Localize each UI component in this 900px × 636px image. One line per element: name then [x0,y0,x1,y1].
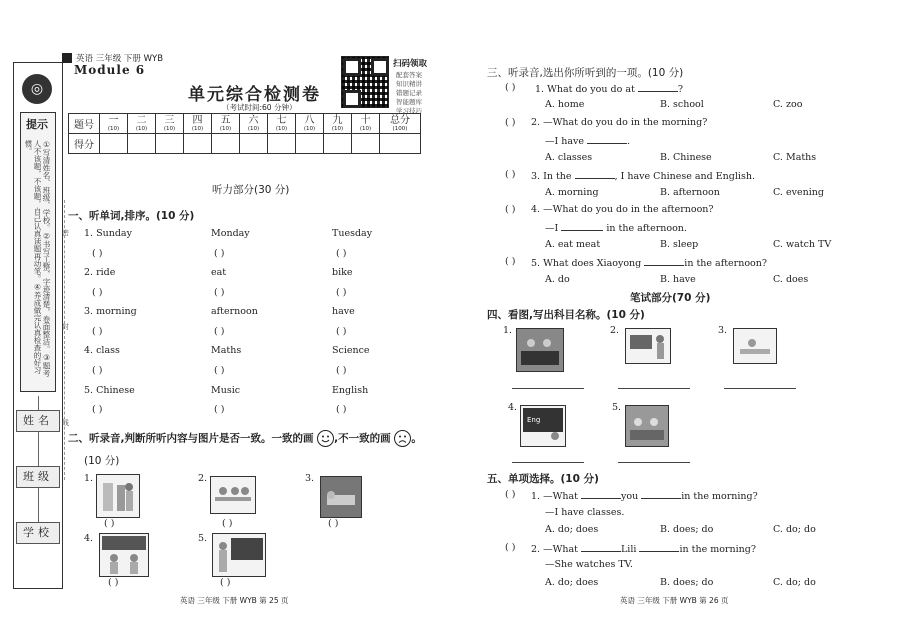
divider [38,432,39,466]
score-col: 五 (10) [212,114,240,134]
fill-blank[interactable] [639,542,679,552]
school-field-label: 学校 [16,522,60,544]
scan-item: 配套答案 [396,71,422,79]
answer-line[interactable] [512,388,584,389]
answer-paren[interactable]: ( ) [505,489,516,500]
section-5-title: 五、单项选择。(10 分) [487,473,599,485]
option[interactable]: B. Chinese [660,152,712,163]
answer-blank[interactable]: ( ) [336,287,347,298]
option[interactable]: A. do [545,274,570,285]
qr-finder [343,58,361,76]
answer-blank[interactable]: ( ) [336,248,347,259]
word: bike [332,267,353,278]
page-footer: 英语 三年级 下册 WYB 第 25 页 [180,596,289,605]
answer-blank[interactable]: ( ) [214,287,225,298]
score-header-row [69,114,421,134]
answer-blank[interactable]: ( ) [92,287,103,298]
answer-blank[interactable]: ( ) [336,326,347,337]
fill-blank[interactable] [575,169,615,179]
score-col: 九 (10) [324,114,352,134]
logo-icon: ◎ [22,74,52,104]
scan-item: 学习技巧 [396,107,422,115]
item-number: 2. [610,325,620,336]
score-col: 二 (10) [128,114,156,134]
score-cell[interactable] [352,134,380,154]
fill-blank[interactable] [561,221,603,231]
score-col: 总分 (100) [380,114,421,134]
answer-blank[interactable]: ( ) [92,248,103,259]
section-1-title: 一、听单词,排序。(10 分) [68,210,195,222]
option[interactable]: B. sleep [660,239,699,250]
option[interactable]: B. afternoon [660,187,720,198]
item-number: 2. [198,473,208,484]
option[interactable]: B. does; do [660,524,714,535]
page-title: 单元综合检测卷 [188,85,321,105]
divider [38,488,39,522]
score-cell[interactable] [380,134,421,154]
item-number: 1. [84,473,94,484]
word: Monday [211,228,250,239]
divider [38,396,39,410]
question-text: 1. —What you in the morning? [531,491,758,502]
question-text: 5. What does Xiaoyong in the afternoon? [531,258,767,269]
section-2-points: (10 分) [84,455,120,467]
class-field-label: 班级 [16,466,60,488]
picture-classroom [210,476,256,514]
item-number: 5. [198,533,208,544]
score-cell[interactable] [184,134,212,154]
tip-title: 提示 [26,118,48,131]
writing-heading: 笔试部分(70 分) [630,292,711,304]
fill-blank[interactable] [644,256,684,266]
option[interactable]: A. do; does [545,524,599,535]
answer-blank[interactable]: ( ) [92,365,103,376]
answer-blank[interactable]: ( ) [104,518,115,529]
fill-blank[interactable] [641,489,681,499]
word: afternoon [211,306,258,317]
option[interactable]: C. does [773,274,809,285]
score-col: 六 (10) [240,114,268,134]
score-cell[interactable] [156,134,184,154]
question-text: 1. What do you do at ? [535,84,683,95]
score-cell[interactable] [212,134,240,154]
option[interactable]: A. eat meat [545,239,601,250]
score-cell[interactable] [268,134,296,154]
option[interactable]: C. evening [773,187,824,198]
fill-blank[interactable] [581,489,621,499]
answer-paren[interactable]: ( ) [505,256,516,267]
score-col: 一 (10) [100,114,128,134]
score-table [68,113,421,154]
score-cell[interactable] [100,134,128,154]
answer-paren[interactable]: ( ) [505,204,516,215]
answer-blank[interactable]: ( ) [214,365,225,376]
word: eat [211,267,227,278]
answer-line[interactable] [618,462,690,463]
word: 5. Chinese [84,385,135,396]
word: 3. morning [84,306,137,317]
section-4-title: 四、看图,写出科目名称。(10 分) [487,309,645,321]
option[interactable]: A. home [545,99,585,110]
page-footer: 英语 三年级 下册 WYB 第 26 页 [620,596,729,605]
item-number: 4. [84,533,94,544]
exam-time: （考试时间:60 分钟） [222,103,297,112]
score-cell[interactable] [296,134,324,154]
question-text: 2. —What do you do in the morning? [531,117,708,128]
option[interactable]: B. school [660,99,704,110]
word: 1. Sunday [84,228,132,239]
option[interactable]: C. watch TV [773,239,832,250]
smiley-face-icon [317,430,334,447]
seal-word: 封 [62,323,69,331]
score-col: 七 (10) [268,114,296,134]
option[interactable]: A. classes [545,152,593,163]
picture-music-class [99,533,149,577]
section-2-title: 二、听录音,判断所听内容与图片是否一致。一致的画 ,不一致的画 。 [68,430,422,447]
score-col: 四 (10) [184,114,212,134]
module-title: Module 6 [74,63,146,77]
picture-music-piano [516,328,564,372]
answer-blank[interactable]: ( ) [92,326,103,337]
picture-kids-sports [96,474,140,518]
option[interactable]: A. morning [545,187,599,198]
sad-face-icon [394,430,411,447]
answer-blank[interactable]: ( ) [214,326,225,337]
word: Music [211,385,241,396]
answer-line[interactable] [724,388,796,389]
question-text: 3. In the , I have Chinese and English. [531,171,755,182]
option[interactable]: C. do; do [773,577,816,588]
answer-paren[interactable]: ( ) [505,117,516,128]
qr-finder [371,58,389,76]
seal-word: 密 [62,229,69,237]
score-col: 八 (10) [296,114,324,134]
option[interactable]: B. have [660,274,696,285]
row-label: 题号 [69,114,100,134]
item-number: 4. [508,402,518,413]
question-reply: —I in the afternoon. [545,223,687,234]
answer-blank[interactable]: ( ) [328,518,339,529]
picture-student-desk [733,328,777,364]
picture-science-lab [625,405,669,447]
section-3-title: 三、听录音,选出你所听到的一项。(10 分) [487,67,684,79]
tip-text: ①写清姓名、班级、学校。②书写工整，字迹清楚，卷面整洁。③题考人不该题，不该题，自己认真读题再动笔。④养成做完认真检查的好习惯。 [24,140,51,377]
word: 4. class [84,345,120,356]
item-number: 5. [612,402,622,413]
question-text: 2. —What Lili in the morning? [531,544,756,555]
picture-teacher-lesson [625,328,671,364]
answer-paren[interactable]: ( ) [505,542,516,553]
answer-blank[interactable]: ( ) [92,404,103,415]
question-text: 4. —What do you do in the afternoon? [531,204,714,215]
word: English [332,385,369,396]
answer-line[interactable] [618,388,690,389]
seal-line [64,200,65,480]
answer-blank[interactable]: ( ) [336,365,347,376]
answer-line[interactable] [512,462,584,463]
row-label: 得分 [69,134,100,154]
score-cell[interactable] [128,134,156,154]
score-cell[interactable] [324,134,352,154]
answer-blank[interactable]: ( ) [220,577,231,588]
option[interactable]: A. do; does [545,577,599,588]
fill-blank[interactable] [587,134,627,144]
score-col: 三 (10) [156,114,184,134]
fill-blank[interactable] [581,542,621,552]
answer-blank[interactable]: ( ) [108,577,119,588]
picture-english-board [520,405,566,447]
word: have [332,306,355,317]
question-reply: —She watches TV. [545,559,633,570]
fill-blank[interactable] [638,82,678,92]
question-reply: —I have classes. [545,507,625,518]
answer-blank[interactable]: ( ) [336,404,347,415]
picture-sleeping [320,476,362,518]
item-number: 3. [718,325,728,336]
word: 2. ride [84,267,116,278]
scan-title: 扫码领取 [393,59,428,69]
answer-blank[interactable]: ( ) [214,404,225,415]
answer-blank[interactable]: ( ) [222,518,233,529]
qr-finder [343,90,361,108]
picture-teacher-board [212,533,266,577]
question-reply: —I have . [545,136,631,147]
option[interactable]: C. do; do [773,524,816,535]
name-field-label: 姓名 [16,410,60,432]
answer-paren[interactable]: ( ) [505,169,516,180]
svg-text:Eng: Eng [527,416,541,424]
option[interactable]: C. Maths [773,152,817,163]
scan-item: 错题记录 [396,89,422,97]
word: Science [332,345,370,356]
tag-icon [62,53,72,63]
score-row [69,134,421,154]
answer-paren[interactable]: ( ) [505,82,516,93]
word: Tuesday [332,228,373,239]
header-tag: 英语 三年级 下册 WYB [76,54,164,64]
option[interactable]: C. zoo [773,99,803,110]
word: Maths [211,345,242,356]
item-number: 1. [503,325,513,336]
scan-item: 知识精讲 [396,80,422,88]
seal-word: 线 [62,419,69,427]
answer-blank[interactable]: ( ) [214,248,225,259]
listening-heading: 听力部分(30 分) [212,184,290,196]
score-cell[interactable] [240,134,268,154]
scan-item: 智能题库 [396,98,422,106]
option[interactable]: B. does; do [660,577,714,588]
score-col: 十 (10) [352,114,380,134]
item-number: 3. [305,473,315,484]
